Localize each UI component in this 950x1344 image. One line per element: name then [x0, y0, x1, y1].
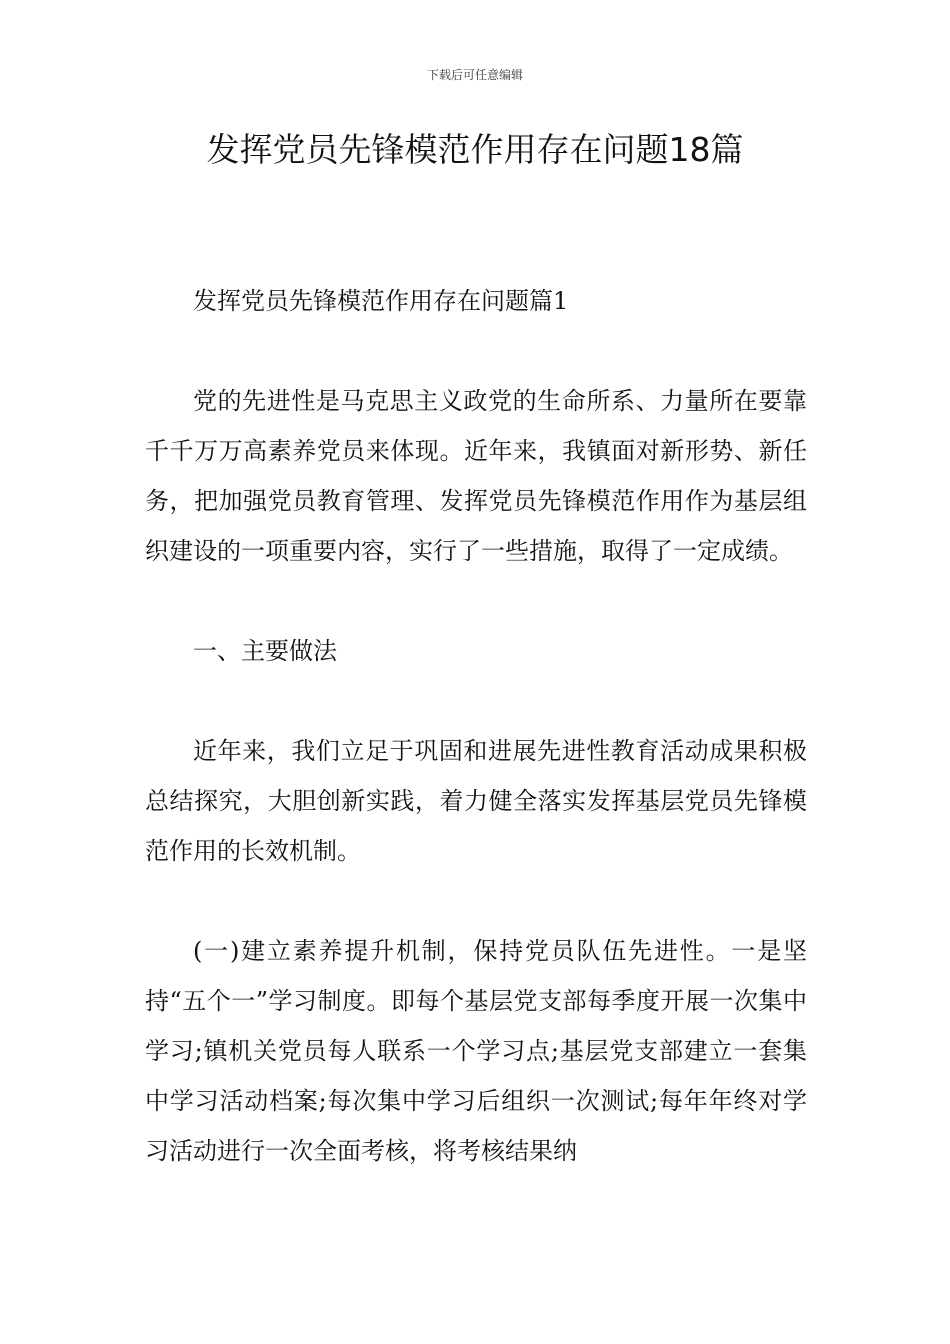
section-subtitle: 发挥党员先锋模范作用存在问题篇1	[193, 287, 569, 315]
document-title: 发挥党员先锋模范作用存在问题18篇	[206, 130, 744, 169]
document-body	[145, 276, 807, 1226]
section-heading-main-practices: 一、主要做法	[193, 637, 337, 665]
intro-paragraph: 党的先进性是马克思主义政党的生命所系、力量所在要靠千千万万高素养党员来体现。近年来，我镇面对新形势、新任务，把加强党员教育管理、发挥党员先锋模范作用作为基层组织建设的一项重要内容，实行了一些措施，取得了一定成绩。	[145, 387, 807, 565]
subsection-paragraph: (一)建立素养提升机制，保持党员队伍先进性。一是坚持“五个一”学习制度。即每个基层党支部每季度开展一次集中学习;镇机关党员每人联系一个学习点;基层党支部建立一套集中学习活动档案;每次集中学习后组织一次测试;每年年终对学习活动进行一次全面考核，将考核结果纳	[145, 937, 807, 1165]
section-body-paragraph: 近年来，我们立足于巩固和进展先进性教育活动成果积极总结探究，大胆创新实践，着力健全落实发挥基层党员先锋模范作用的长效机制。	[145, 737, 807, 865]
header-note: 下载后可任意编辑	[426, 68, 523, 82]
